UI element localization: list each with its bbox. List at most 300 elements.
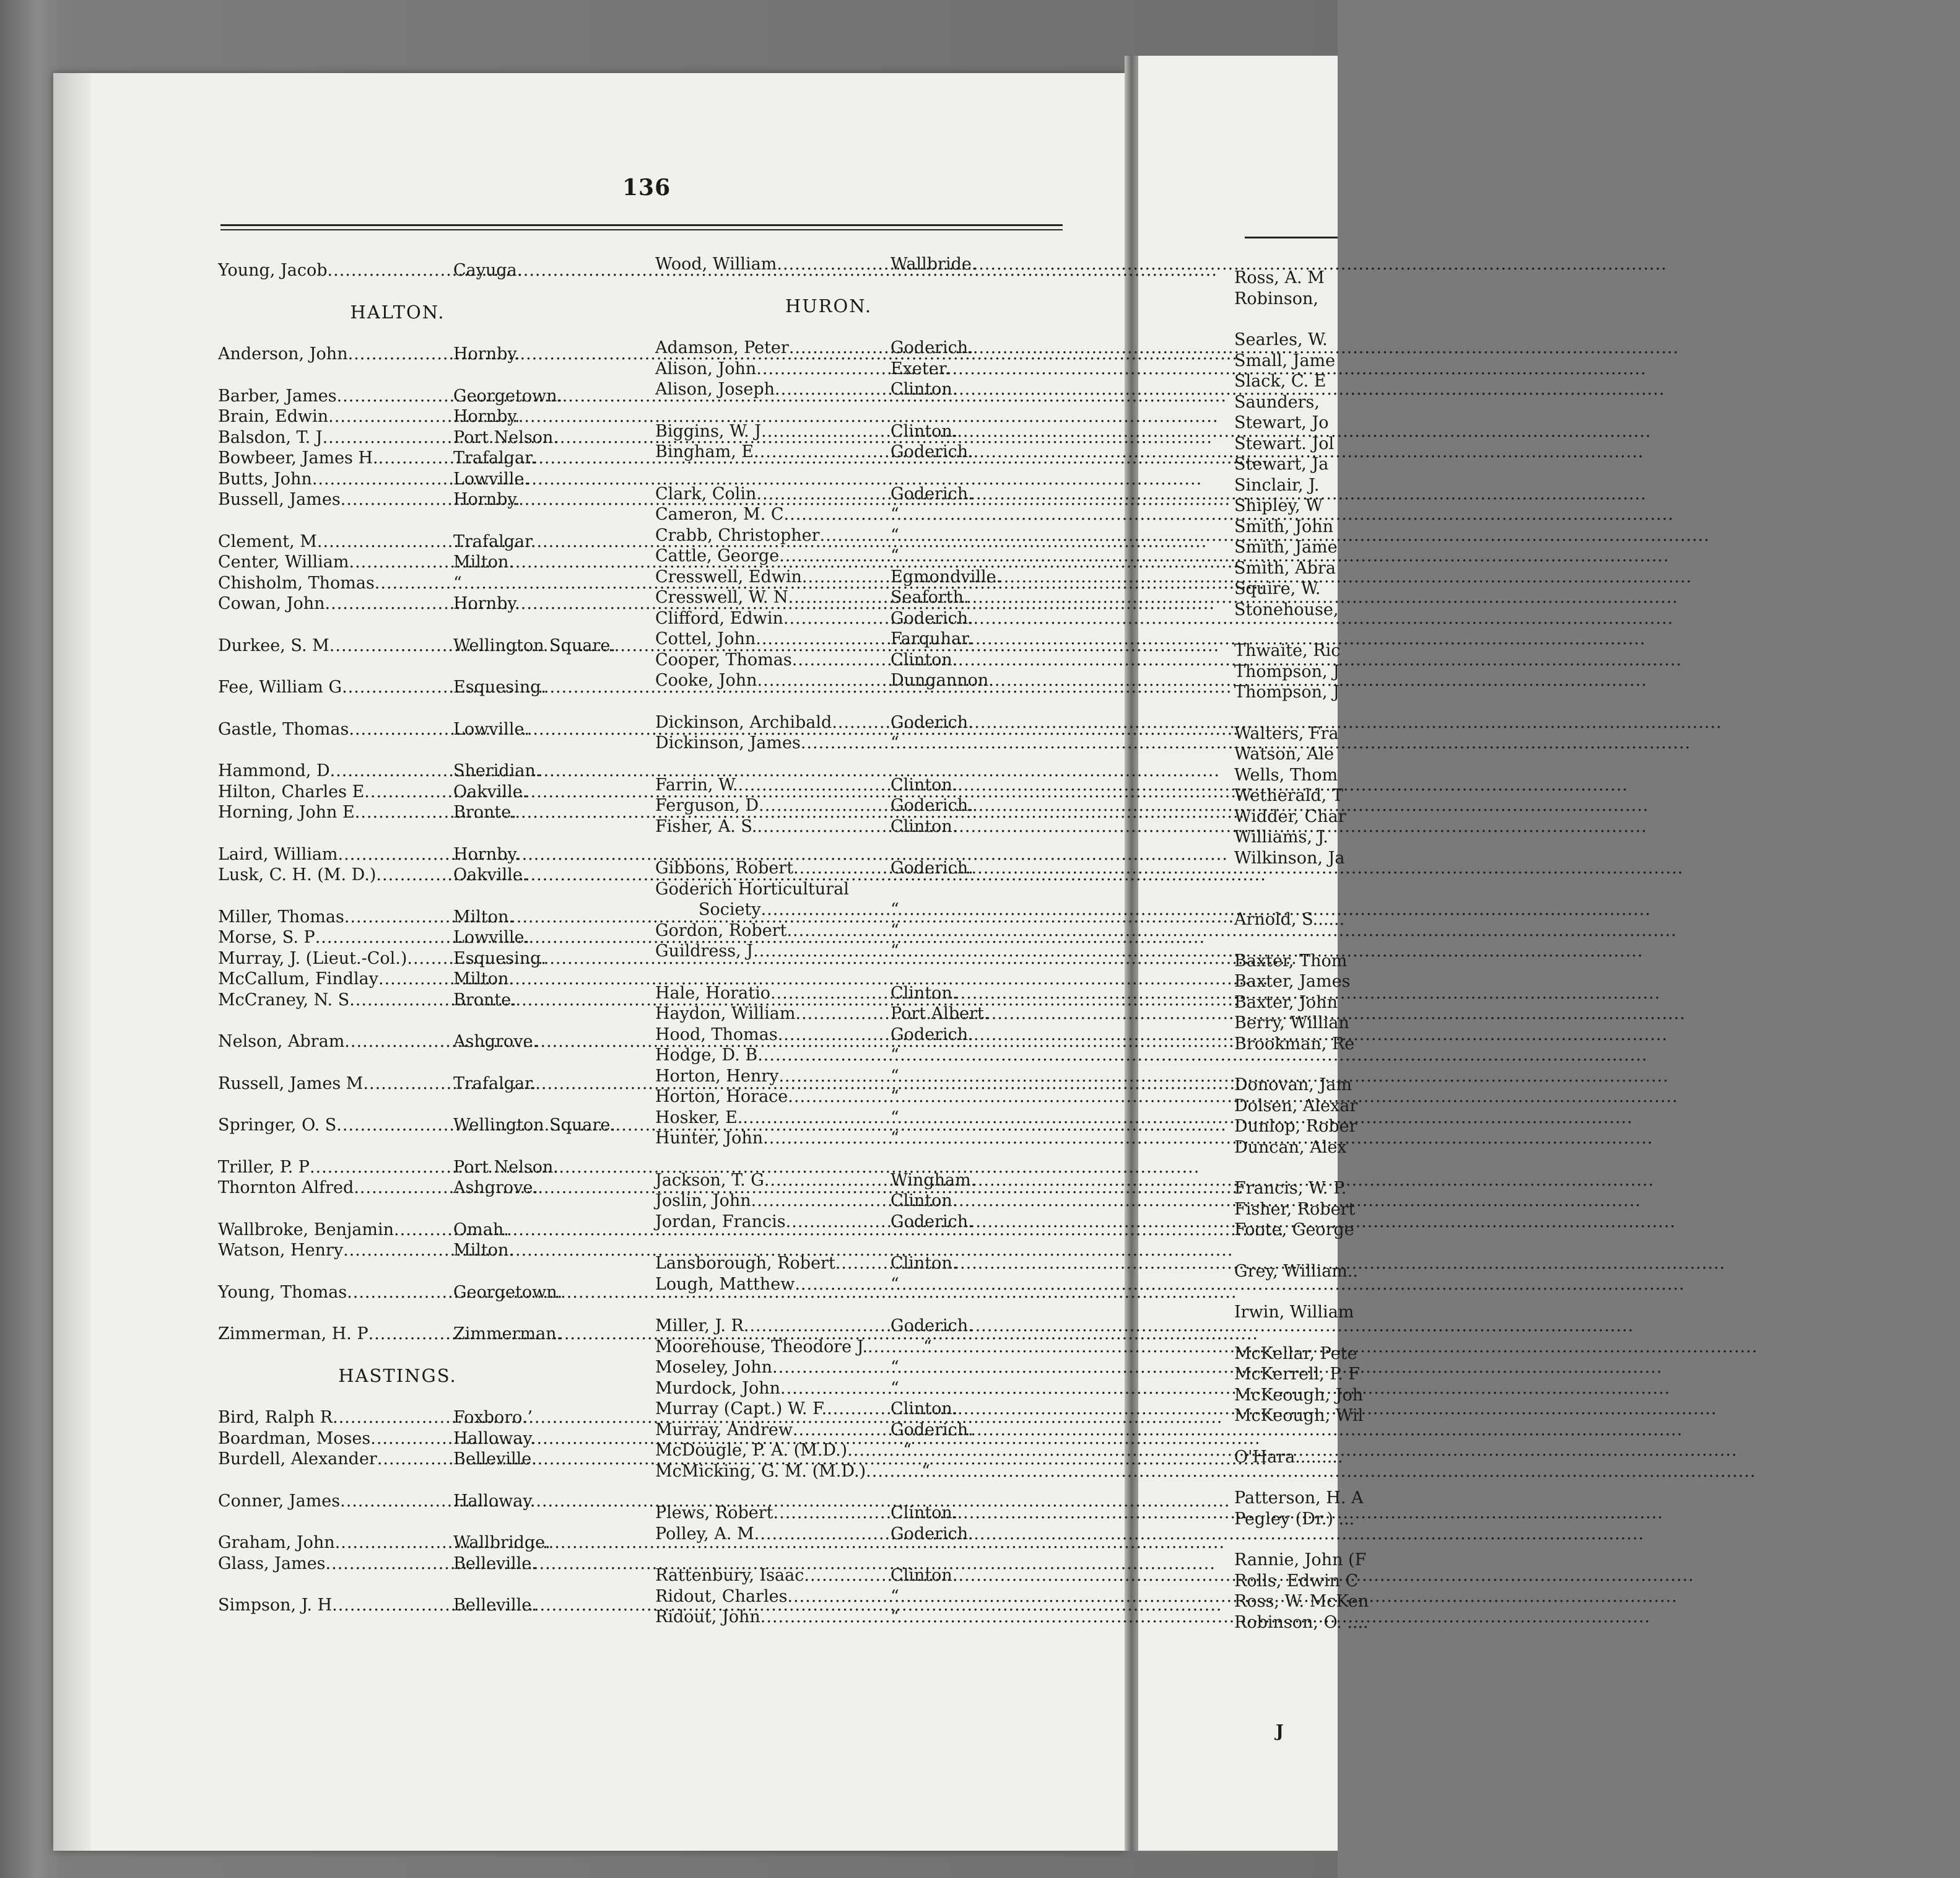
directory-entry [655, 816, 1014, 837]
leader-dots [328, 260, 453, 281]
directory-entry [655, 983, 1014, 1004]
directory-entry [655, 421, 1014, 442]
cropped-entry: Baxter, Thom [1234, 951, 1348, 971]
entry-place: Wallbridge. [453, 1533, 551, 1552]
entry-name: Cameron, M. C [655, 505, 784, 524]
entry-name: Clifford, Edwin [655, 608, 783, 628]
entry-name: Cresswell, W. N [655, 588, 788, 607]
entry-name: Bussell, James [218, 490, 341, 509]
entry-group [655, 484, 1058, 691]
cropped-entry: Dunlop, Rober [1234, 1117, 1357, 1136]
cropped-entry: Squire, W. [1234, 579, 1321, 598]
entry-place: Sheridian. [453, 761, 541, 780]
entry-group [655, 338, 1058, 400]
entry-name: Ferguson, D [655, 796, 759, 815]
entry-group [655, 421, 1058, 463]
directory-entry [655, 1107, 1014, 1129]
leader-dots [312, 469, 453, 490]
entry-name: Hale, Horatio [655, 983, 770, 1003]
leader-dots [757, 816, 891, 837]
directory-entry [655, 733, 1014, 754]
cropped-entry: Stonehouse, [1234, 600, 1339, 619]
cropped-entry: Saunders, [1234, 392, 1320, 412]
leader-dots [801, 733, 847, 754]
entry-place: Clinton. [891, 816, 958, 836]
leader-dots [738, 775, 891, 796]
leader-dots [784, 504, 847, 525]
entry-group [655, 775, 1058, 837]
directory-entry [218, 593, 627, 614]
entry-place: Farquhar. [891, 629, 973, 649]
cropped-entry: Pegley (Dr.) ... [1234, 1509, 1355, 1529]
entry-place: “ [923, 1337, 932, 1356]
leader-dots [761, 421, 891, 442]
leader-dots [763, 1128, 847, 1149]
leader-dots [787, 1586, 847, 1607]
entry-place: Goderich. [891, 608, 973, 628]
directory-entry [218, 1115, 627, 1136]
entry-place: “ [891, 1129, 899, 1148]
directory-entry [218, 552, 627, 573]
entry-group [218, 761, 651, 823]
directory-entry [218, 969, 627, 990]
entry-name: Nelson, Abram [218, 1032, 345, 1051]
leader-dots [743, 1107, 847, 1129]
entry-name: Cowan, John [218, 594, 325, 613]
entry-name: Miller, J. R [655, 1316, 744, 1335]
entry-group [218, 907, 651, 1011]
entry-group [218, 344, 651, 365]
entry-place: “ [891, 941, 899, 961]
leader-dots [354, 1177, 453, 1199]
entry-name: Butts, John [218, 469, 312, 489]
cropped-entry: Ross, W. McKen [1234, 1592, 1369, 1611]
directory-entry [655, 379, 1014, 400]
directory-entry [218, 344, 627, 365]
entry-place: Port Nelson. [453, 1157, 559, 1177]
entry-place: Clinton. [891, 1503, 958, 1522]
leader-dots [795, 1274, 847, 1295]
directory-entry [655, 442, 1014, 463]
entry-place: Port Albert. [891, 1004, 990, 1023]
entry-place: Clinton. [891, 1254, 958, 1273]
entry-name: Horton, Horace [655, 1087, 788, 1106]
directory-entry [218, 990, 627, 1011]
entry-group [655, 1503, 1058, 1544]
directory-entry [218, 489, 627, 510]
left-column [218, 260, 651, 1637]
entry-name: Murray, J. (Lieut.-Col.) [218, 948, 407, 968]
directory-entry [655, 1003, 1014, 1024]
leader-dots [378, 969, 453, 990]
spacer [1234, 1282, 1338, 1302]
entry-name: Russell, James M [218, 1073, 364, 1093]
directory-entry [655, 1357, 1014, 1378]
entry-name: Bird, Ralph R [218, 1408, 333, 1427]
leader-dots [778, 1024, 891, 1046]
leader-dots [770, 983, 891, 1004]
directory-entry [655, 1420, 1014, 1441]
entry-group [655, 1253, 1058, 1295]
directory-entry [655, 650, 1014, 671]
directory-entry [218, 1553, 627, 1574]
leader-dots [759, 795, 891, 816]
leader-dots [780, 1378, 847, 1399]
leader-dots [827, 1399, 891, 1420]
cropped-entry: Grey, William.. [1234, 1261, 1358, 1281]
entry-name: Laird, William [218, 844, 338, 864]
entry-name: Cooke, John [655, 671, 757, 690]
entry-group [655, 712, 1058, 754]
spacer [1234, 309, 1338, 330]
leader-dots [757, 1045, 847, 1066]
entry-place: Goderich. [891, 712, 973, 732]
entry-name: Ridout, Charles [655, 1586, 788, 1606]
entry-name: Cottel, John [655, 629, 756, 649]
directory-entry [218, 1157, 627, 1178]
cropped-entry: McKeough, Joh [1234, 1385, 1364, 1405]
entry-place: “ [921, 1461, 930, 1481]
directory-entry [655, 1524, 1014, 1545]
entry-group [218, 677, 651, 698]
entry-place: “ [891, 900, 899, 919]
directory-entry [655, 504, 1014, 525]
leader-dots [783, 608, 891, 629]
directory-entry [655, 1607, 1014, 1628]
entry-place: Hornby. [453, 407, 520, 426]
cropped-entry: Smith, Abra [1234, 558, 1336, 578]
entry-place: Belleville. [453, 1449, 537, 1469]
directory-entry [655, 1586, 1014, 1607]
entry-group [655, 254, 1058, 275]
directory-entry [218, 1324, 627, 1345]
cropped-entry: Smith, Jame [1234, 538, 1338, 557]
entry-place: Lowville. [453, 928, 530, 947]
entry-place: Lowville. [453, 719, 530, 739]
directory-entry [655, 1461, 1014, 1482]
leader-dots [349, 990, 453, 1011]
leader-dots [793, 1420, 891, 1441]
cropped-entry: Baxter, James [1234, 972, 1351, 991]
leader-dots [772, 1357, 847, 1378]
entry-name: Miller, Thomas [218, 907, 344, 927]
entry-name: Triller, P. P [218, 1157, 310, 1177]
leader-dots [775, 379, 891, 400]
entry-place: Cayuga. [453, 261, 523, 280]
leader-dots [779, 546, 847, 567]
entry-place: Clinton. [891, 1399, 958, 1418]
entry-name: Hood, Thomas [655, 1024, 778, 1044]
cropped-entry: Robinson, [1234, 289, 1318, 308]
entry-name: Burdell, Alexander [218, 1449, 377, 1469]
entry-name: Horton, Henry [655, 1066, 779, 1086]
directory-entry [655, 1024, 1014, 1046]
spacer [1234, 930, 1338, 951]
directory-entry [218, 1532, 627, 1553]
leader-dots [757, 670, 891, 691]
leader-dots [764, 1170, 891, 1191]
leader-dots [363, 1073, 453, 1094]
entry-place: “ [453, 573, 462, 593]
leader-dots [754, 1524, 891, 1545]
cropped-entry: Williams, J. [1234, 828, 1328, 847]
entry-name: Adamson, Peter [655, 338, 789, 357]
entry-place: Halloway. [453, 1428, 536, 1448]
entry-name: Bowbeer, James H. [218, 448, 378, 468]
entry-group [218, 719, 651, 740]
cropped-entry: Ross, A. M [1234, 268, 1325, 287]
entry-place: Esquesing. [453, 678, 546, 697]
cropped-entry: Patterson, H. A [1234, 1488, 1364, 1508]
middle-column [655, 254, 1058, 1649]
entry-group [655, 983, 1058, 1149]
entry-group [218, 1282, 651, 1303]
directory-entry [218, 427, 627, 448]
entry-place: Omah. [453, 1220, 509, 1239]
entry-name: Fisher, A. S. [655, 816, 757, 836]
entry-place: “ [891, 1274, 899, 1294]
entry-place: Ashgrove. [453, 1032, 539, 1051]
cropped-entry: Small, Jame [1234, 351, 1336, 370]
entry-name: Murdock, John [655, 1378, 780, 1398]
leader-dots [349, 552, 453, 573]
leader-dots [370, 1428, 453, 1449]
entry-name: Gastle, Thomas [218, 719, 349, 739]
cropped-entry: Slack, C. E [1234, 372, 1326, 391]
entry-group [218, 531, 651, 614]
directory-entry [218, 469, 627, 490]
directory-entry [655, 608, 1014, 629]
entry-place: Goderich. [891, 1212, 973, 1231]
entry-group [218, 386, 651, 510]
cropped-entry: Wilkinson, Ja [1234, 848, 1345, 868]
directory-entry [655, 338, 1014, 359]
spacer [1234, 1323, 1338, 1343]
entry-place: Goderich. [891, 1024, 973, 1044]
cropped-entry: Berry, Willian [1234, 1013, 1349, 1033]
leader-dots [820, 525, 847, 546]
spacer [1234, 1467, 1338, 1488]
leader-dots [754, 442, 891, 463]
leader-dots [394, 1220, 453, 1241]
directory-entry [218, 677, 627, 698]
entry-place: Exeter. [891, 359, 951, 378]
directory-entry [655, 1086, 1014, 1107]
directory-entry [655, 1399, 1014, 1420]
leader-dots [407, 948, 453, 969]
entry-place: Clinton. [891, 380, 958, 399]
directory-entry [655, 775, 1014, 796]
leader-dots [342, 677, 453, 698]
entry-name: Clark, Colin [655, 484, 757, 504]
entry-place: Georgetown. [453, 386, 563, 406]
entry-place: Oakville. [453, 865, 528, 884]
leader-dots [317, 531, 453, 552]
directory-entry [655, 795, 1014, 816]
page-number: 136 [622, 175, 671, 201]
leader-dots [796, 1003, 891, 1024]
directory-entry [218, 1220, 627, 1241]
entry-place: Belleville. [453, 1553, 537, 1573]
entry-name: Dickinson, James [655, 733, 801, 753]
entry-name: Thornton Alfred [218, 1178, 354, 1197]
leader-dots [335, 1532, 453, 1553]
entry-name: Lough, Matthew [655, 1274, 795, 1294]
cropped-entry: Duncan, Alex [1234, 1137, 1347, 1157]
entry-name: Wallbroke, Benjamin [218, 1220, 394, 1239]
leader-dots [328, 406, 453, 427]
directory-entry [655, 899, 1014, 920]
leader-dots [378, 448, 453, 469]
entry-name: Murray, Andrew [655, 1420, 793, 1439]
entry-name: Morse, S. P [218, 928, 315, 947]
directory-entry [218, 1491, 627, 1512]
cropped-entry: Brookman, Re [1234, 1034, 1355, 1054]
leader-dots [348, 344, 453, 365]
entry-name: McMicking, G. M. (M.D.) [655, 1461, 866, 1481]
cropped-entry: O'Hara......... [1234, 1447, 1343, 1467]
entry-place: Clinton. [891, 1191, 958, 1210]
entry-name: Polley, A. M [655, 1524, 754, 1544]
directory-entry [218, 1595, 627, 1616]
entry-name: Barber, James [218, 386, 337, 406]
entry-place: Trafalgar. [453, 531, 536, 551]
entry-name: Hammond, D [218, 761, 330, 780]
entry-place: Milton. [453, 1241, 514, 1260]
directory-entry [655, 567, 1014, 588]
directory-entry [218, 260, 627, 281]
entry-name: Crabb, Christopher [655, 525, 820, 545]
entry-place: Milton. [453, 907, 514, 927]
directory-entry [218, 782, 627, 803]
entry-place: “ [891, 1107, 899, 1127]
leader-dots [866, 1461, 878, 1482]
directory-entry [655, 254, 1014, 275]
entry-name: Alison, Joseph [655, 380, 775, 399]
header-rule-bottom [220, 229, 1063, 230]
entry-place: Trafalgar. [453, 448, 536, 468]
directory-entry [655, 484, 1014, 505]
entry-place: “ [891, 733, 899, 753]
entry-name: Wood, William [655, 255, 777, 274]
leader-dots [377, 1449, 453, 1470]
entry-name: Chisholm, Thomas [218, 573, 375, 593]
entry-name: Watson, Henry [218, 1241, 344, 1260]
leader-dots [744, 1316, 891, 1337]
directory-entry [655, 1565, 1014, 1586]
entry-name: Boardman, Moses [218, 1428, 371, 1448]
directory-entry [218, 719, 627, 740]
entry-place: Clinton. [891, 775, 958, 795]
entry-name: Rattenbury, Isaac [655, 1566, 804, 1585]
entry-name: Glass, James [218, 1553, 326, 1573]
directory-entry [218, 1428, 627, 1449]
entry-name: Bingham, E [655, 442, 754, 461]
cropped-entry: Rolls, Edwin C [1234, 1571, 1359, 1591]
entry-place: “ [891, 1586, 899, 1606]
entry-group [218, 1220, 651, 1261]
leader-dots [349, 719, 453, 740]
directory-entry [655, 1190, 1014, 1212]
entry-name: Fee, William G [218, 678, 342, 697]
cropped-entry: Irwin, William [1234, 1303, 1354, 1322]
directory-entry [218, 531, 627, 552]
entry-name: Murray (Capt.) W. F. [655, 1399, 827, 1418]
leader-dots [802, 567, 891, 588]
leader-dots [832, 712, 891, 733]
entry-name: Haydon, William [655, 1004, 796, 1023]
entry-place: Foxboro.’ [453, 1408, 533, 1427]
directory-entry [655, 1274, 1014, 1295]
entry-place: “ [891, 546, 899, 566]
cropped-entry: McKellar, Pete [1234, 1343, 1357, 1363]
entry-name: Center, William [218, 552, 349, 572]
cropped-entry: Dolsen, Alexar [1234, 1096, 1358, 1116]
spacer [1234, 1529, 1338, 1550]
entry-name: Moseley, John [655, 1358, 773, 1377]
entry-place: “ [891, 1066, 899, 1086]
entry-place: Hornby. [453, 344, 520, 364]
leader-dots [341, 489, 453, 510]
entry-place: Hornby. [453, 594, 520, 613]
leader-dots [756, 484, 891, 505]
entry-name: Young, Jacob [218, 261, 328, 280]
entry-place: Goderich. [891, 1524, 973, 1544]
entry-place: Bronte. [453, 803, 516, 822]
entry-place: “ [903, 1441, 912, 1460]
entry-place: Georgetown. [453, 1282, 563, 1302]
leader-dots [364, 782, 453, 803]
leader-dots [323, 427, 453, 448]
entry-group [218, 1157, 651, 1199]
entry-place: Wingham. [891, 1170, 977, 1190]
entry-place: Goderich. [891, 1316, 973, 1335]
leader-dots [751, 1190, 891, 1212]
entry-group [218, 1324, 651, 1345]
leader-dots [760, 1607, 847, 1628]
directory-entry [655, 941, 1014, 962]
leader-dots [344, 1031, 453, 1052]
entry-name: Graham, John [218, 1533, 335, 1552]
entry-place: Dungannon. [891, 671, 994, 690]
entry-place: “ [891, 1378, 899, 1398]
directory-entry [218, 1177, 627, 1199]
entry-name: Springer, O. S [218, 1116, 337, 1135]
right-column [1234, 268, 1369, 1633]
leader-dots [756, 629, 891, 650]
cropped-entry: McKeough, Wil [1234, 1406, 1364, 1425]
directory-entry [218, 907, 627, 928]
leader-dots [804, 1565, 891, 1586]
entry-group [218, 1407, 651, 1470]
entry-name: Hosker, E. [655, 1107, 743, 1127]
entry-place: Goderich. [891, 1420, 973, 1439]
cropped-entry: Baxter, John [1234, 992, 1338, 1012]
entry-group [218, 844, 651, 886]
spacer [1234, 1241, 1338, 1261]
cropped-entry: Searles, W. [1234, 330, 1328, 349]
cropped-entry: Widder, Char [1234, 806, 1346, 826]
leader-dots [778, 1066, 847, 1087]
directory-entry [218, 844, 627, 865]
entry-name: Cattle, George [655, 546, 780, 566]
leader-dots [332, 1595, 453, 1616]
directory-entry [655, 1337, 1014, 1358]
entry-place: “ [891, 525, 899, 545]
entry-name: Clement, M [218, 531, 317, 551]
leader-dots [847, 1440, 860, 1461]
directory-entry [218, 1073, 627, 1094]
